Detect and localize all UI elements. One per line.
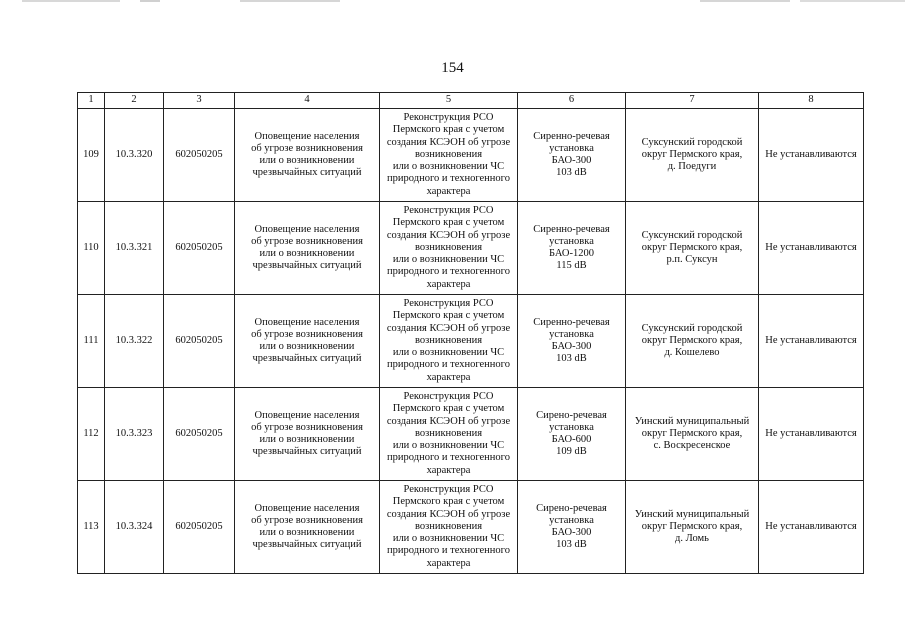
id-cell: 602050205 [164,109,235,202]
row-number-cell: 111 [78,295,105,388]
column-header: 3 [164,93,235,109]
column-header: 1 [78,93,105,109]
code-cell: 10.3.324 [105,481,164,574]
code-cell: 10.3.321 [105,202,164,295]
name-cell: Реконструкция РСО Пермского края с учетом создания КСЭОН об угрозе возникновения или о возникновении ЧС природного и техногенного характера [380,388,518,481]
equipment-cell: Сирено-речевая установка БАО-300 103 dB [518,481,626,574]
table-row [78,295,864,388]
column-header: 6 [518,93,626,109]
code-cell: 10.3.320 [105,109,164,202]
id-cell: 602050205 [164,295,235,388]
purpose-cell: Оповещение населения об угрозе возникновения или о возникновении чрезвычайных ситуаций [235,109,380,202]
table-row [78,388,864,481]
document-table [77,92,864,574]
location-cell: Уинский муниципальный округ Пермского края, д. Ломь [626,481,759,574]
column-header: 5 [380,93,518,109]
row-number-cell: 113 [78,481,105,574]
table-row [78,202,864,295]
table-row [78,109,864,202]
equipment-cell: Сирено-речевая установка БАО-600 109 dB [518,388,626,481]
table-header-row [78,93,864,109]
row-number-cell: 109 [78,109,105,202]
id-cell: 602050205 [164,388,235,481]
code-cell: 10.3.322 [105,295,164,388]
location-cell: Суксунский городской округ Пермского края, р.п. Суксун [626,202,759,295]
purpose-cell: Оповещение населения об угрозе возникновения или о возникновении чрезвычайных ситуаций [235,388,380,481]
page-number: 154 [441,60,464,76]
name-cell: Реконструкция РСО Пермского края с учетом создания КСЭОН об угрозе возникновения или о возникновении ЧС природного и техногенного характера [380,295,518,388]
equipment-cell: Сиренно-речевая установка БАО-1200 115 dB [518,202,626,295]
zones-cell: Не устанавливаются [759,388,864,481]
zones-cell: Не устанавливаются [759,295,864,388]
zones-cell: Не устанавливаются [759,202,864,295]
equipment-cell: Сиренно-речевая установка БАО-300 103 dB [518,109,626,202]
row-number-cell: 112 [78,388,105,481]
column-header: 7 [626,93,759,109]
code-cell: 10.3.323 [105,388,164,481]
id-cell: 602050205 [164,481,235,574]
equipment-cell: Сиренно-речевая установка БАО-300 103 dB [518,295,626,388]
table-body [78,93,864,574]
purpose-cell: Оповещение населения об угрозе возникновения или о возникновении чрезвычайных ситуаций [235,202,380,295]
purpose-cell: Оповещение населения об угрозе возникновения или о возникновении чрезвычайных ситуаций [235,481,380,574]
column-header: 4 [235,93,380,109]
zones-cell: Не устанавливаются [759,481,864,574]
row-number-cell: 110 [78,202,105,295]
column-header: 2 [105,93,164,109]
purpose-cell: Оповещение населения об угрозе возникновения или о возникновении чрезвычайных ситуаций [235,295,380,388]
location-cell: Суксунский городской округ Пермского края, д. Поедуги [626,109,759,202]
column-header: 8 [759,93,864,109]
table-row [78,481,864,574]
location-cell: Уинский муниципальный округ Пермского края, с. Воскресенское [626,388,759,481]
id-cell: 602050205 [164,202,235,295]
name-cell: Реконструкция РСО Пермского края с учетом создания КСЭОН об угрозе возникновения или о возникновении ЧС природного и техногенного характера [380,109,518,202]
name-cell: Реконструкция РСО Пермского края с учетом создания КСЭОН об угрозе возникновения или о возникновении ЧС природного и техногенного характера [380,202,518,295]
zones-cell: Не устанавливаются [759,109,864,202]
location-cell: Суксунский городской округ Пермского края, д. Кошелево [626,295,759,388]
scan-edge-marks [0,0,905,2]
name-cell: Реконструкция РСО Пермского края с учетом создания КСЭОН об угрозе возникновения или о возникновении ЧС природного и техногенного характера [380,481,518,574]
